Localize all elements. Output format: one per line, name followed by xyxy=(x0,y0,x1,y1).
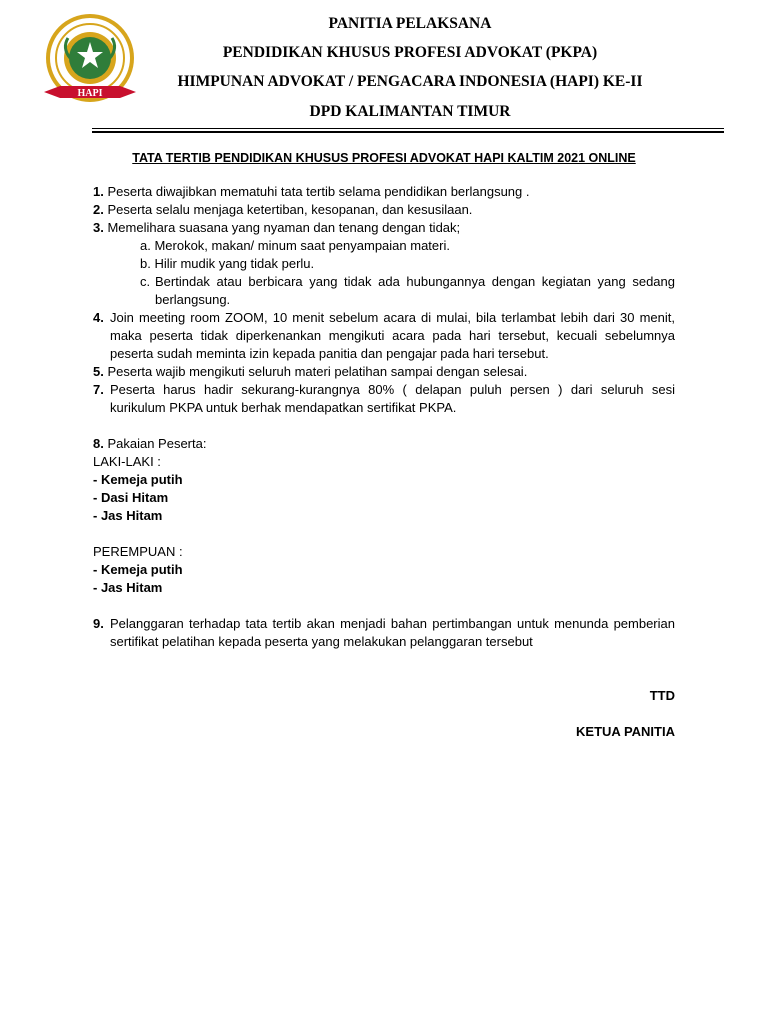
women-item: - Jas Hitam xyxy=(93,580,163,595)
men-item: - Kemeja putih xyxy=(93,472,183,487)
hapi-seal-logo xyxy=(40,12,140,112)
rule-8: 8. Pakaian Peserta: xyxy=(93,436,207,451)
rule-3-item-c: c. Bertindak atau berbicara yang tidak ada hubungannya dengan kegiatan yang sedang berlangsung. xyxy=(140,274,675,307)
header-line-3: HIMPUNAN ADVOKAT / PENGACARA INDONESIA (HAPI) KE-II xyxy=(177,73,643,90)
rule-3-item-b: b. Hilir mudik yang tidak perlu. xyxy=(140,256,315,271)
signature-ttd: TTD xyxy=(649,688,675,703)
rule-4: 4. Join meeting room ZOOM, 10 menit sebelum acara di mulai, bila terlambat lebih dari 30 menit, maka peserta tidak diperkenankan mengikuti acara pada hari tersebut, kecuali sebelumnya peserta sudah meminta izin kepada panitia dan pengajar pada hari tersebut. xyxy=(93,310,675,361)
women-label: PEREMPUAN : xyxy=(93,544,183,559)
rule-2: 2. Peserta selalu menjaga ketertiban, kesopanan, dan kesusilaan. xyxy=(93,202,473,217)
men-item: - Jas Hitam xyxy=(93,508,163,523)
rule-3-item-a: a. Merokok, makan/ minum saat penyampaian materi. xyxy=(140,238,450,253)
logo-banner-text: HAPI xyxy=(77,88,103,99)
rule-1: 1. Peserta diwajibkan mematuhi tata tertib selama pendidikan berlangsung . xyxy=(93,184,530,199)
rule-9: 9. Pelanggaran terhadap tata tertib akan menjadi bahan pertimbangan untuk menunda pemberian sertifikat pelatihan kepada peserta yang melakukan pelanggaran tersebut xyxy=(93,616,675,649)
document-title: TATA TERTIB PENDIDIKAN KHUSUS PROFESI ADVOKAT HAPI KALTIM 2021 ONLINE xyxy=(132,151,636,165)
header-line-1: PANITIA PELAKSANA xyxy=(328,15,492,32)
rule-5: 5. Peserta wajib mengikuti seluruh materi pelatihan sampai dengan selesai. xyxy=(93,364,528,379)
rules-body xyxy=(93,183,675,741)
header-rule-thick xyxy=(92,131,724,133)
men-item: - Dasi Hitam xyxy=(93,490,169,505)
rule-7: 7. Peserta harus hadir sekurang-kurangnya 80% ( delapan puluh persen ) dari seluruh sesi kurikulum PKPA untuk berhak mendapatkan sertifikat PKPA. xyxy=(93,382,675,415)
men-label: LAKI-LAKI : xyxy=(93,454,161,469)
header-rule-thin xyxy=(92,128,724,129)
women-item: - Kemeja putih xyxy=(93,562,183,577)
signature-role: KETUA PANITIA xyxy=(576,724,675,739)
header-line-4: DPD KALIMANTAN TIMUR xyxy=(309,103,511,120)
header-line-2: PENDIDIKAN KHUSUS PROFESI ADVOKAT (PKPA) xyxy=(222,44,598,61)
rule-3: 3. Memelihara suasana yang nyaman dan tenang dengan tidak; xyxy=(93,220,461,235)
